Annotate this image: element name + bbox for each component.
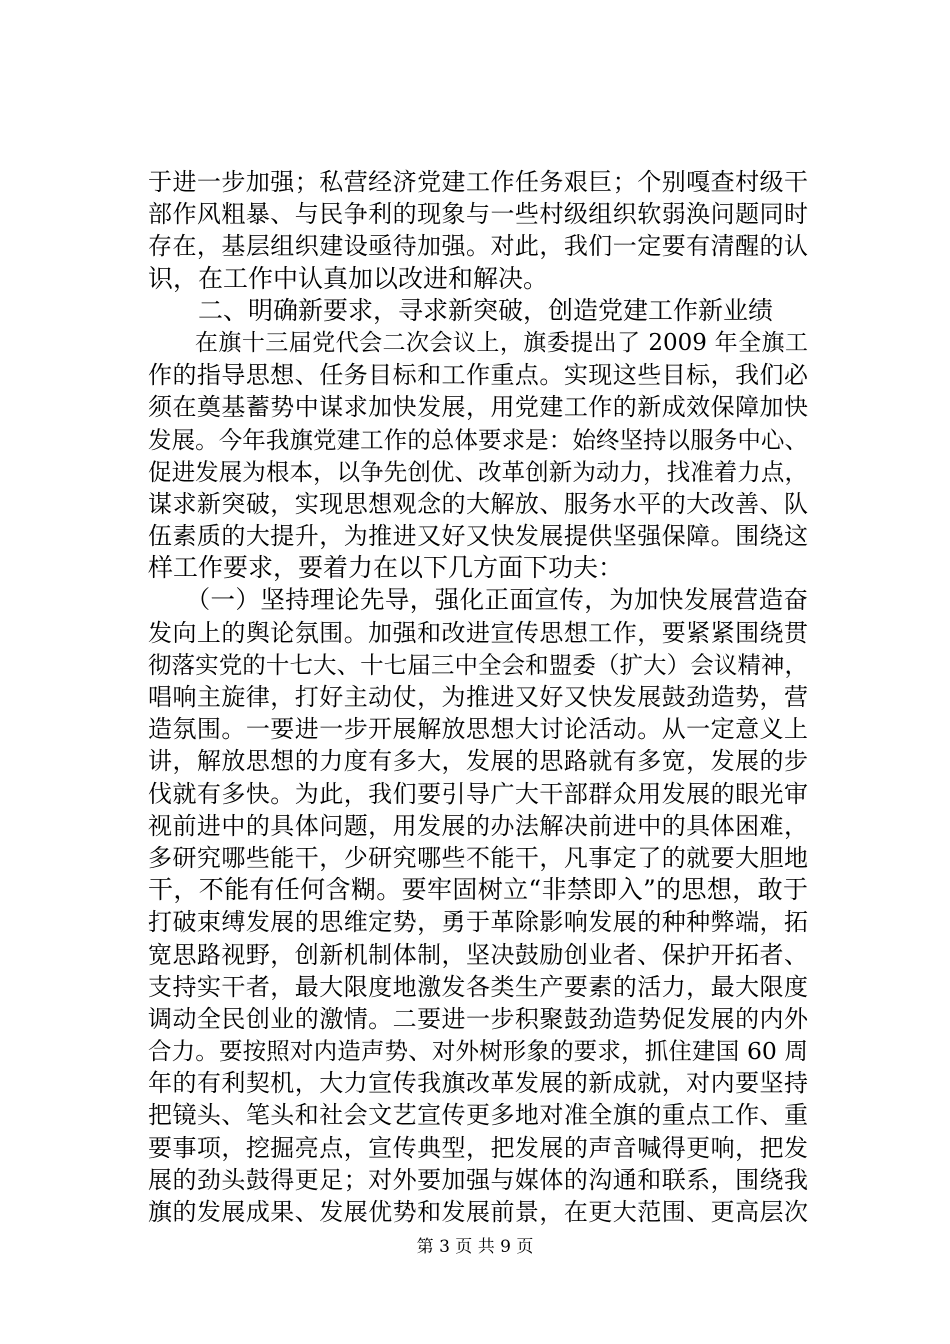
text-line: 作的指导思想、任务目标和工作重点。实现这些目标，我们必: [148, 361, 808, 390]
text-line: 识，在工作中认真加以改进和解决。: [148, 263, 549, 293]
text-line: 把镜头、笔头和社会文艺宣传更多地对准全旗的重点工作、重: [148, 1101, 808, 1130]
page-footer: [0, 1236, 950, 1258]
text-line: 彻落实党的十七大、十七届三中全会和盟委（扩大）会议精神，: [148, 650, 808, 679]
page-number: 第 3 页 共 9 页: [416, 1237, 534, 1257]
text-line: 发向上的舆论氛围。加强和改进宣传思想工作，要紧紧围绕贯: [148, 618, 808, 647]
text-line: 在旗十三届党代会二次会议上，旗委提出了 2009 年全旗工: [148, 329, 808, 356]
text-line: 唱响主旋律，打好主动仗，为推进又好又快发展鼓劲造势，营: [148, 683, 808, 711]
text-line: 要事项，挖掘亮点，宣传典型，把发展的声音喊得更响，把发: [148, 1133, 808, 1162]
text-line: 存在，基层组织建设亟待加强。对此，我们一定要有清醒的认: [148, 232, 808, 261]
section-heading: 二、明确新要求，寻求新突破，创造党建工作新业绩: [148, 295, 774, 325]
text-line: 宽思路视野，创新机制体制，坚决鼓励创业者、保护开拓者、: [148, 940, 808, 969]
text-line: 展的劲头鼓得更足；对外要加强与媒体的沟通和联系，围绕我: [148, 1165, 808, 1194]
text-line: 讲，解放思想的力度有多大，发展的思路就有多宽，发展的步: [148, 747, 808, 776]
text-line: 发展。今年我旗党建工作的总体要求是：始终坚持以服务中心、: [148, 425, 808, 454]
text-line: 旗的发展成果、发展优势和发展前景，在更大范围、更高层次: [148, 1198, 808, 1226]
text-line: 支持实干者，最大限度地激发各类生产要素的活力，最大限度: [148, 972, 808, 1001]
text-line: 打破束缚发展的思维定势，勇于革除影响发展的种种弊端，拓: [148, 908, 808, 937]
text-line: 伐就有多快。为此，我们要引导广大干部群众用发展的眼光审: [148, 779, 808, 808]
text-line: 须在奠基蓄势中谋求加快发展，用党建工作的新成效保障加快: [148, 393, 808, 422]
text-line: 多研究哪些能干，少研究哪些不能干，凡事定了的就要大胆地: [148, 843, 808, 872]
text-line: 部作风粗暴、与民争利的现象与一些村级组织软弱涣问题同时: [148, 200, 808, 229]
text-line: 视前进中的具体问题，用发展的办法解决前进中的具体困难，: [148, 811, 808, 840]
text-line: 促进发展为根本，以争先创优、改革创新为动力，找准着力点，: [148, 457, 808, 486]
text-line: 伍素质的大提升，为推进又好又快发展提供坚强保障。围绕这: [148, 522, 808, 551]
text-line: 样工作要求，要着力在以下几方面下功夫：: [148, 553, 624, 583]
text-line: 于进一步加强；私营经济党建工作任务艰巨；个别嘎查村级干: [148, 168, 808, 196]
text-line: 造氛围。一要进一步开展解放思想大讨论活动。从一定意义上: [148, 715, 808, 744]
text-line: 干，不能有任何含糊。要牢固树立“非禁即入”的思想，敢于: [148, 875, 808, 905]
text-line: 合力。要按照对内造声势、对外树形象的要求，抓住建国 60 周: [148, 1037, 808, 1066]
body-text: [148, 166, 808, 1228]
text-line: 谋求新突破，实现思想观念的大解放、服务水平的大改善、队: [148, 489, 808, 518]
text-line: （一）坚持理论先导，强化正面宣传，为加快发展营造奋: [148, 585, 808, 615]
text-line: 年的有利契机，大力宣传我旗改革发展的新成就，对内要坚持: [148, 1069, 808, 1098]
text-line: 调动全民创业的激情。二要进一步积聚鼓劲造势促发展的内外: [148, 1004, 808, 1033]
